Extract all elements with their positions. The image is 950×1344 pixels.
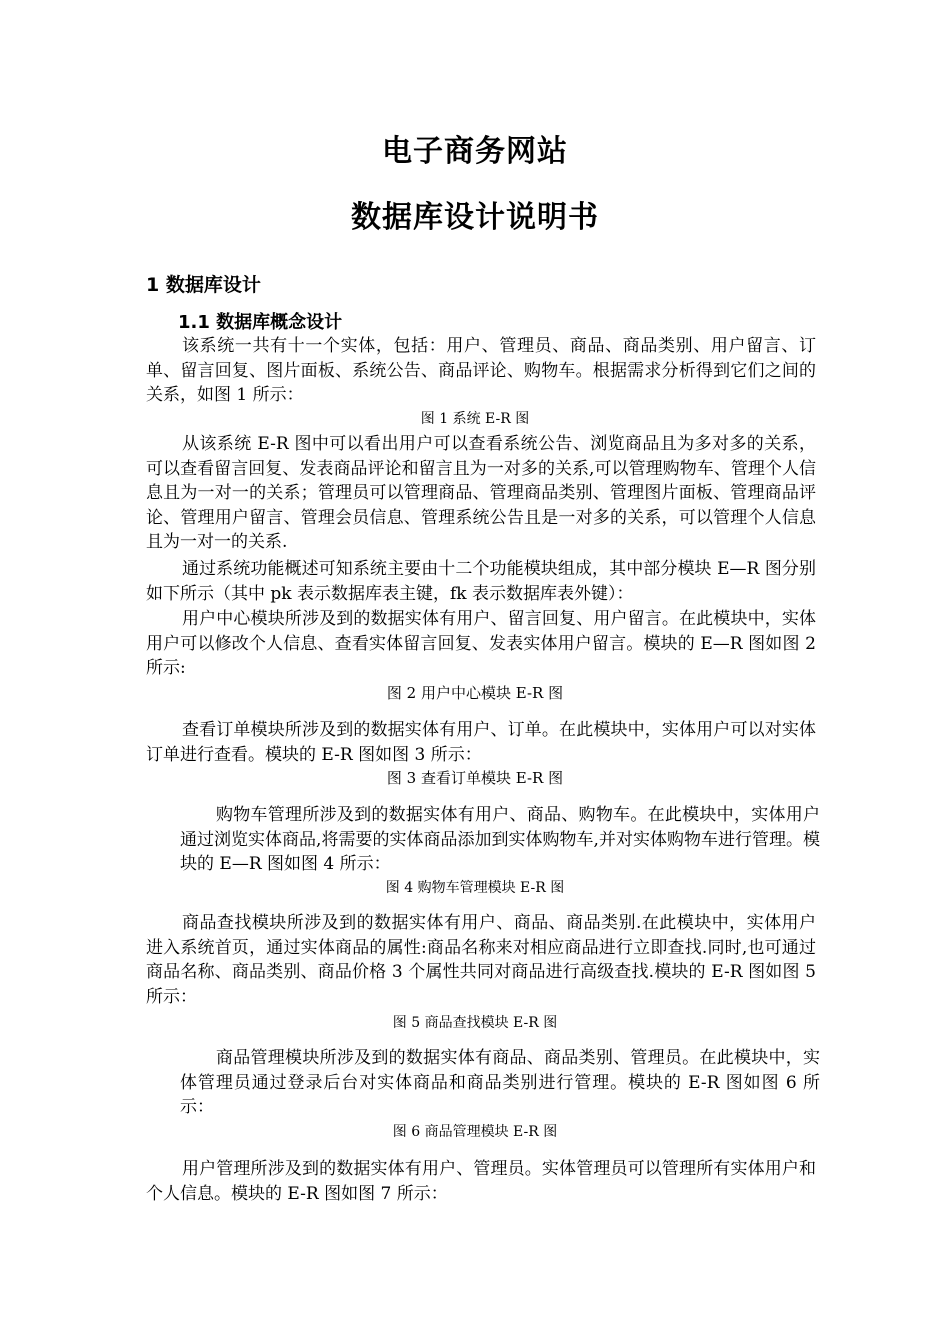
paragraph-user-center: 用户中心模块所涉及到的数据实体有用户、留言回复、用户留言。在此模块中，实体用户可以修改个人信息、查看实体留言回复、发表实体用户留言。模块的 E—R 图如图 2 所示: (146, 609, 816, 678)
figure-caption-3: 图 3 查看订单模块 E-R 图 (386, 769, 564, 787)
section-heading-1-1: 1.1 数据库概念设计 (178, 312, 343, 333)
paragraph-user-admin: 用户管理所涉及到的数据实体有用户、管理员。实体管理员可以管理所有实体用户和个人信息。模块的 E-R 图如图 7 所示： (146, 1159, 816, 1204)
figure-caption-1: 图 1 系统 E-R 图 (420, 411, 530, 427)
paragraph-modules: 通过系统功能概述可知系统主要由十二个功能模块组成，其中部分模块 E—R 图分别如下所示（其中 pk 表示数据库表主键，fk 表示数据库表外键）： (146, 559, 816, 604)
figure-caption-6: 图 6 商品管理模块 E-R 图 (392, 1124, 558, 1140)
paragraph-er-relations: 从该系统 E-R 图中可以看出用户可以查看系统公告、浏览商品且为多对多的关系，可以查看留言回复、发表商品评论和留言且为一对多的关系,可以管理购物车、管理个人信息且为一对一的关系；管理员可以管理商品、管理商品类别、管理图片面板、管理商品评论、管理用户留言、管理会员信息、管理系统公告且是一对多的关系，可以管理个人信息且为一对一的关系. (146, 434, 816, 552)
paragraph-product-admin: 商品管理模块所涉及到的数据实体有商品、商品类别、管理员。在此模块中，实体管理员通过登录后台对实体商品和商品类别进行管理。模块的 E-R 图如图 6 所示： (180, 1048, 820, 1117)
figure-caption-4: 图 4 购物车管理模块 E-R 图 (385, 880, 565, 896)
paragraph-entities: 该系统一共有十一个实体，包括：用户、管理员、商品、商品类别、用户留言、订单、留言回复、图片面板、系统公告、商品评论、购物车。根据需求分析得到它们之间的关系，如图 1 所示： (146, 336, 816, 405)
paragraph-cart: 购物车管理所涉及到的数据实体有用户、商品、购物车。在此模块中，实体用户通过浏览实体商品,将需要的实体商品添加到实体购物车,并对实体购物车进行管理。模块的 E—R 图如图 4 所示： (180, 805, 820, 874)
document-title-line2: 数据库设计说明书 (351, 200, 599, 235)
paragraph-search: 商品查找模块所涉及到的数据实体有用户、商品、商品类别.在此模块中，实体用户进入系统首页，通过实体商品的属性:商品名称来对相应商品进行立即查找.同时,也可通过商品名称、商品类别、商品价格 3 个属性共同对商品进行高级查找.模块的 E-R 图如图 5 所示： (146, 913, 816, 1007)
figure-caption-2: 图 2 用户中心模块 E-R 图 (386, 684, 564, 702)
paragraph-orders: 查看订单模块所涉及到的数据实体有用户、订单。在此模块中，实体用户可以对实体订单进行查看。模块的 E-R 图如图 3 所示： (146, 720, 816, 765)
document-title-line1: 电子商务网站 (382, 134, 568, 169)
figure-caption-5: 图 5 商品查找模块 E-R 图 (392, 1015, 558, 1031)
section-heading-1: 1 数据库设计 (146, 274, 261, 296)
